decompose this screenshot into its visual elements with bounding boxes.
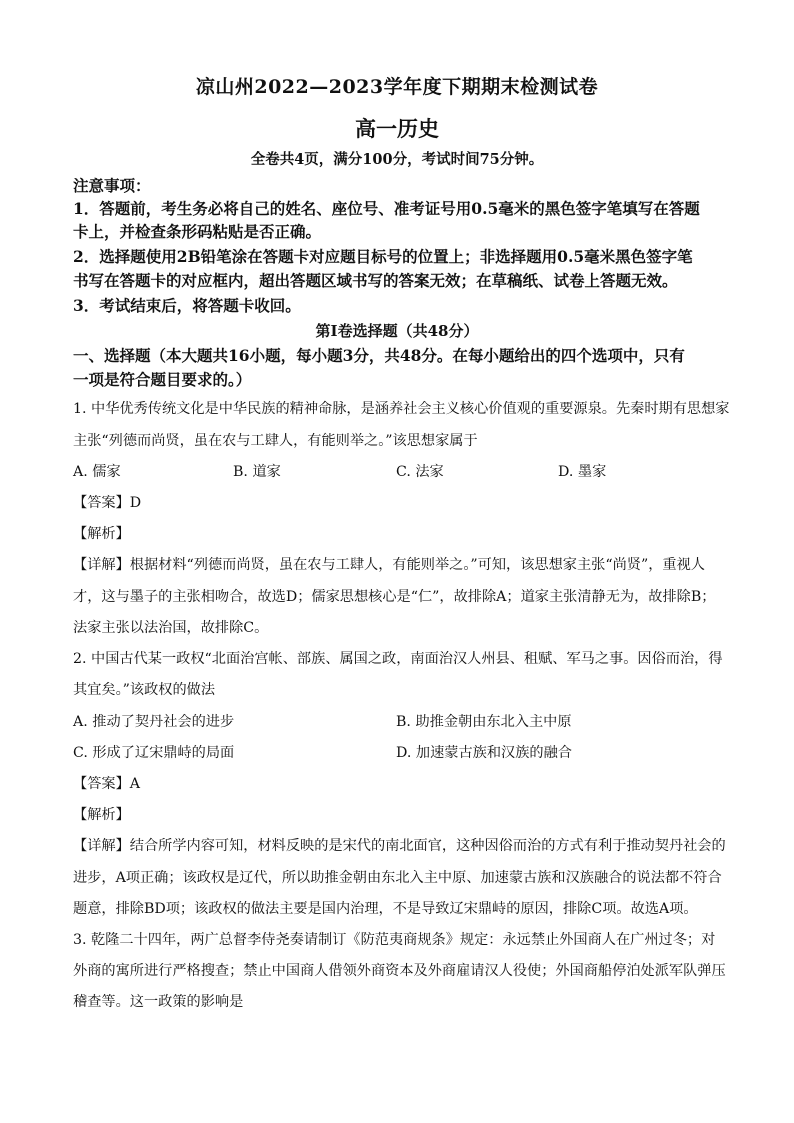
option-d: D. 墨家 — [558, 464, 607, 480]
detail-line: 法家主张以法治国，故排除C。 — [73, 620, 269, 636]
section-title: 第Ⅰ卷选择题（共48分） — [315, 322, 479, 340]
option-a: A. 儒家 — [73, 464, 121, 480]
question-stem-line: 主张“列德而尚贤，虽在农与工肆人，有能则举之。”该思想家属于 — [73, 433, 478, 449]
detail-line: 【详解】根据材料“列德而尚贤，虽在农与工肆人，有能则举之。”可知，该思想家主张“尚贤”，重视人 — [73, 557, 705, 573]
section-intro-line: 一项是符合题目要求的。） — [73, 370, 252, 389]
subject-title: 高一历史 — [355, 116, 439, 141]
question-stem-line: 稽查等。这一政策的影响是 — [73, 994, 244, 1010]
option-b: B. 道家 — [233, 464, 281, 480]
option-c: C. 形成了辽宋鼎峙的局面 — [73, 745, 235, 761]
notice-line: 1．答题前，考生务必将自己的姓名、座位号、准考证号用0.5毫米的黑色签字笔填写在答题 — [73, 199, 700, 218]
notice-line: 2．选择题使用2B铅笔涂在答题卡对应题目标号的位置上；非选择题用0.5毫米黑色签字笔 — [73, 247, 693, 266]
analysis-label: 【解析】 — [73, 526, 130, 542]
question-stem-line: 其宜矣。”该政权的做法 — [73, 682, 216, 698]
answer-label: 【答案】A — [73, 776, 140, 792]
notice-heading: 注意事项： — [73, 176, 151, 195]
option-c: C. 法家 — [396, 464, 444, 480]
question-stem-line: 2. 中国古代某一政权“北面治宫帐、部族、属国之政，南面治汉人州县、租赋、军马之事。因俗而治，得 — [73, 651, 723, 667]
option-d: D. 加速蒙古族和汉族的融合 — [396, 745, 572, 761]
detail-line: 题意，排除BD项；该政权的做法主要是国内治理，不是导致辽宋鼎峙的原因，排除C项。故选A项。 — [73, 901, 698, 917]
detail-line: 才，这与墨子的主张相吻合，故选D；儒家思想核心是“仁”，故排除A；道家主张清静无为，故排除B； — [73, 589, 716, 605]
notice-line: 卡上，并检查条形码粘贴是否正确。 — [73, 222, 322, 241]
question-stem-line: 1. 中华优秀传统文化是中华民族的精神命脉，是涵养社会主义核心价值观的重要源泉。先秦时期有思想家 — [73, 401, 730, 417]
notice-line: 3．考试结束后，将答题卡收回。 — [73, 296, 301, 315]
exam-title: 凉山州2022—2023学年度下期期末检测试卷 — [195, 76, 599, 98]
option-b: B. 助推金朝由东北入主中原 — [396, 714, 572, 730]
detail-line: 进步，A项正确；该政权是辽代，所以助推金朝由东北入主中原、加速蒙古族和汉族融合的说法都不符合 — [73, 870, 722, 886]
analysis-label: 【解析】 — [73, 807, 130, 823]
notice-line: 书写在答题卡的对应框内，超出答题区域书写的答案无效；在草稿纸、试卷上答题无效。 — [73, 271, 678, 290]
option-a: A. 推动了契丹社会的进步 — [73, 714, 235, 730]
question-stem-line: 3. 乾隆二十四年，两广总督李侍尧奏请制订《防范夷商规条》规定：永远禁止外国商人在广州过冬；对 — [73, 932, 716, 948]
question-stem-line: 外商的寓所进行严格搜查；禁止中国商人借领外商资本及外商雇请汉人役使；外国商船停泊处派军队弹压 — [73, 963, 726, 979]
exam-info: 全卷共4页，满分100分，考试时间75分钟。 — [250, 151, 544, 168]
section-intro-line: 一、选择题（本大题共16小题，每小题3分，共48分。在每小题给出的四个选项中，只有 — [73, 346, 685, 365]
detail-line: 【详解】结合所学内容可知，材料反映的是宋代的南北面官，这种因俗而治的方式有利于推动契丹社会的 — [73, 838, 726, 854]
answer-label: 【答案】D — [73, 495, 142, 511]
